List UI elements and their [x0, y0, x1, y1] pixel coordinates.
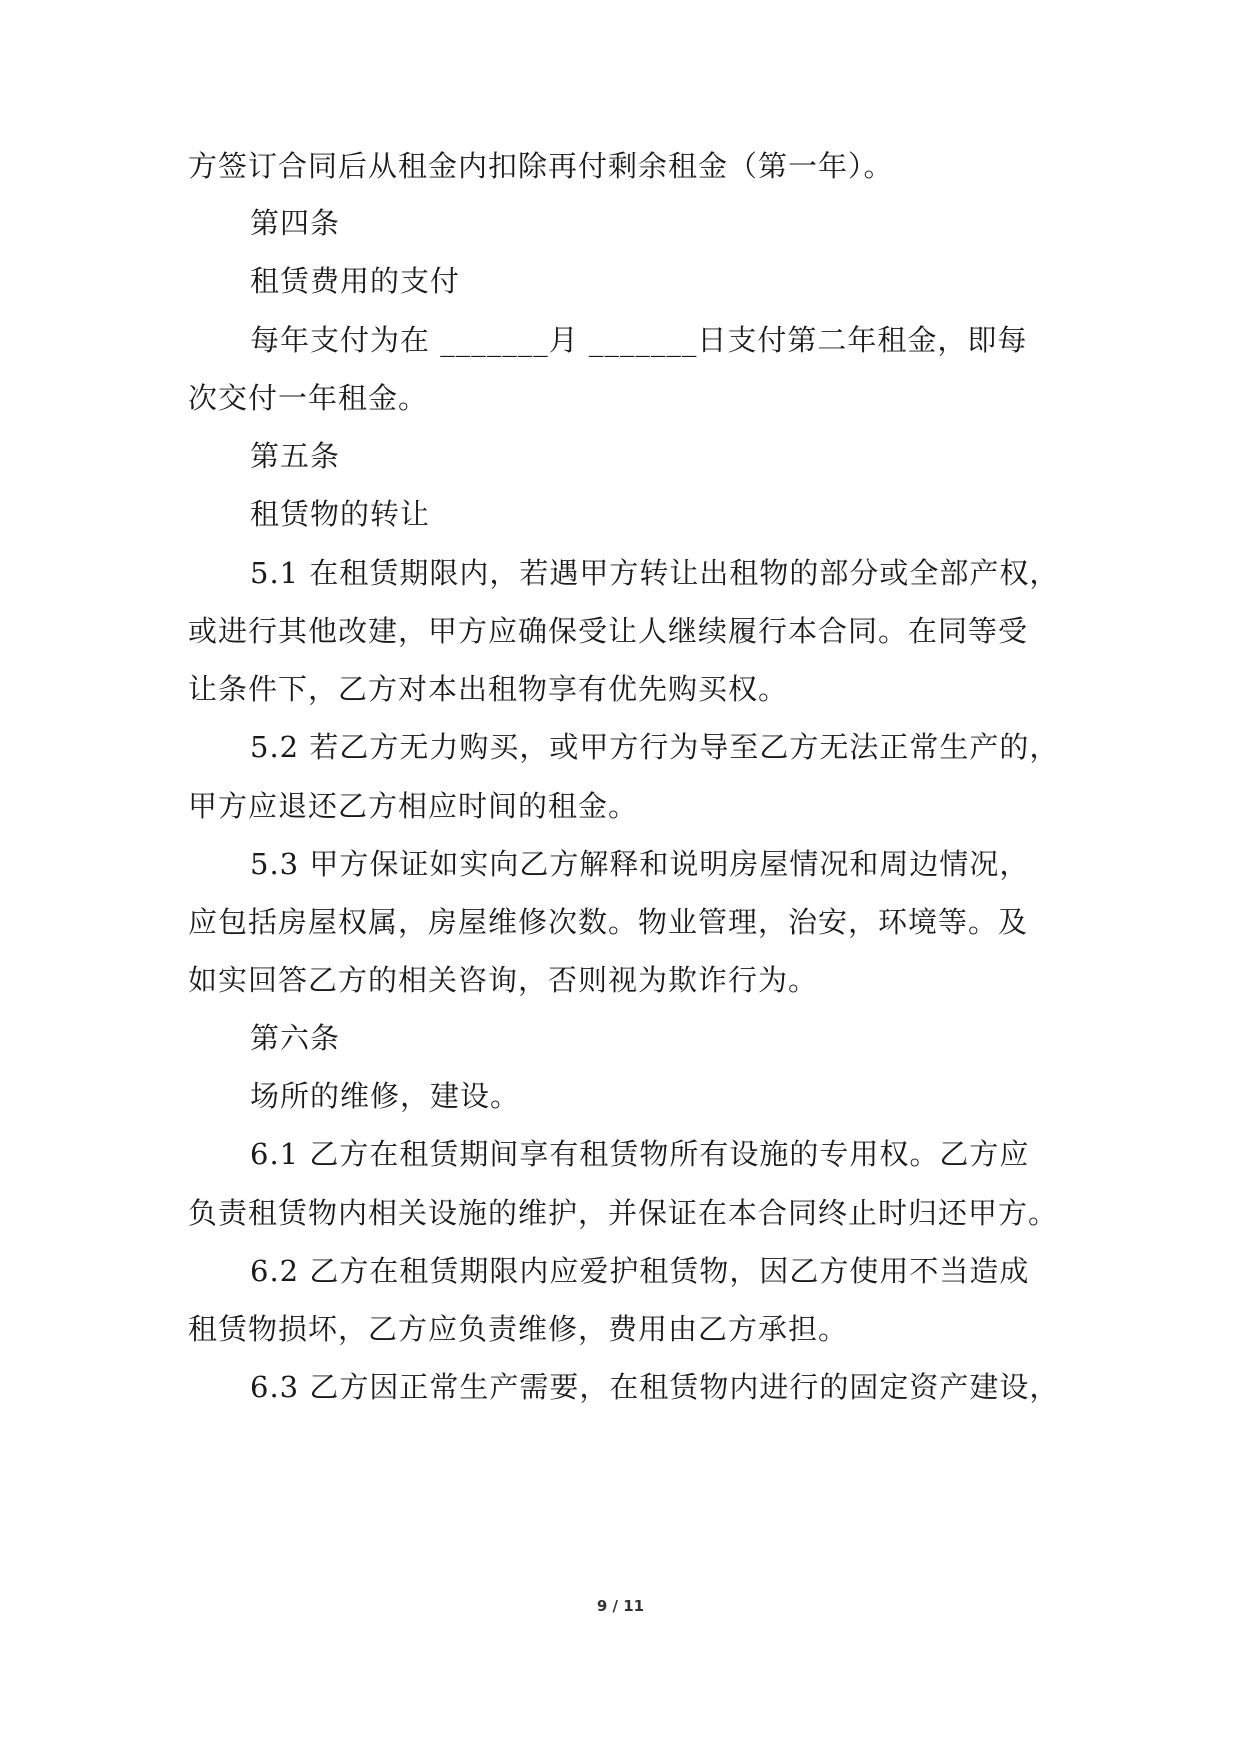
- text-line: 5.3 甲方保证如实向乙方解释和说明房屋情况和周边情况，: [250, 847, 1030, 881]
- text-line: 负责租赁物内相关设施的维护，并保证在本合同终止时归还甲方。: [188, 1196, 1059, 1230]
- article-heading: 第六条: [250, 1021, 341, 1055]
- page-number: 9 / 11: [596, 1597, 645, 1615]
- section-title: 场所的维修，建设。: [250, 1079, 521, 1113]
- text-line: 租赁物损坏，乙方应负责维修，费用由乙方承担。: [188, 1312, 849, 1346]
- section-title: 租赁费用的支付: [250, 264, 461, 298]
- text-line: 如实回答乙方的相关咨询，否则视为欺诈行为。: [188, 963, 819, 997]
- text-line: 6.1 乙方在租赁期间享有租赁物所有设施的专用权。乙方应: [250, 1137, 1030, 1171]
- text-line: 5.2 若乙方无力购买，或甲方行为导至乙方无法正常生产的，: [250, 730, 1060, 764]
- text-line: 6.3 乙方因正常生产需要，在租赁物内进行的固定资产建设，: [250, 1370, 1060, 1404]
- text-line: 6.2 乙方在租赁期限内应爱护租赁物，因乙方使用不当造成: [250, 1254, 1030, 1288]
- article-heading: 第四条: [250, 206, 341, 240]
- text-line: 或进行其他改建，甲方应确保受让人继续履行本合同。在同等受: [188, 614, 1029, 648]
- text-line: 次交付一年租金。: [188, 381, 429, 415]
- text-line: 让条件下，乙方对本出租物享有优先购买权。: [188, 672, 789, 706]
- article-heading: 第五条: [250, 439, 341, 473]
- section-title: 租赁物的转让: [250, 497, 431, 531]
- text-line: 应包括房屋权属，房屋维修次数。物业管理，治安，环境等。及: [188, 905, 1029, 939]
- text-line: 方签订合同后从租金内扣除再付剩余租金（第一年）。: [188, 149, 894, 183]
- text-line: 每年支付为在 _______月 _______日支付第二年租金，即每: [250, 323, 1028, 357]
- text-line: 5.1 在租赁期限内，若遇甲方转让出租物的部分或全部产权，: [250, 556, 1060, 590]
- text-line: 甲方应退还乙方相应时间的租金。: [188, 789, 639, 823]
